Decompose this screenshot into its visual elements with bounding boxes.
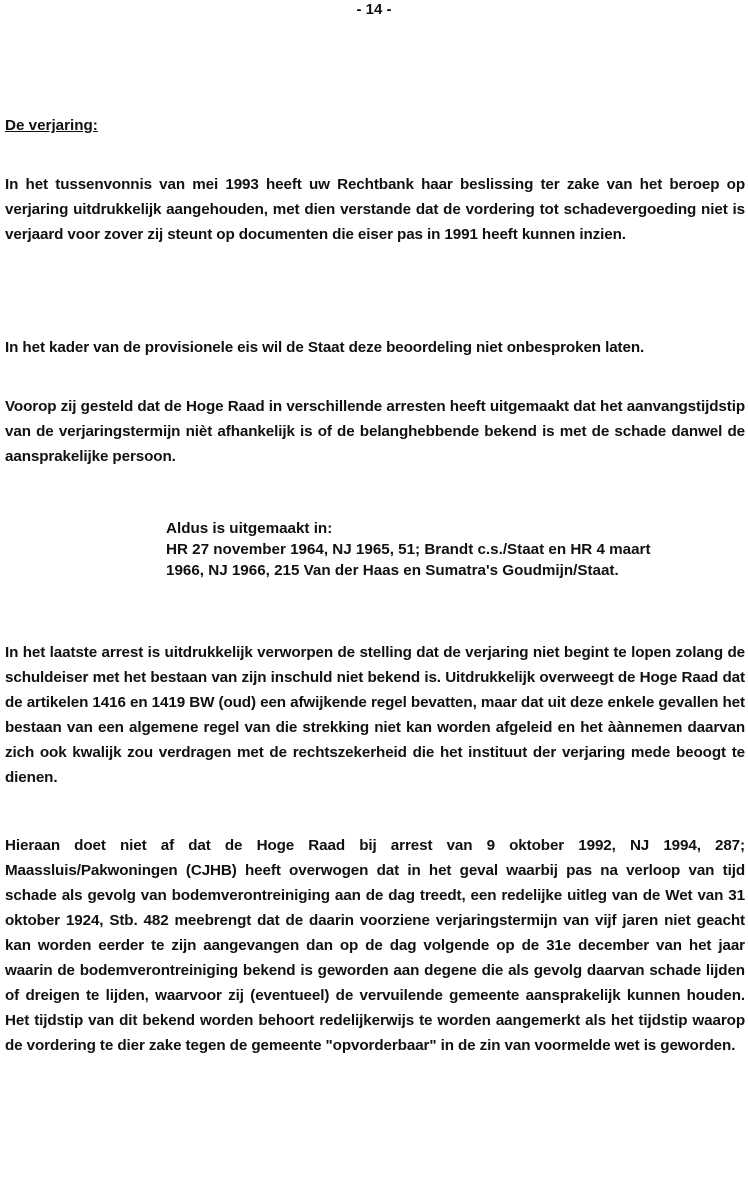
paragraph-last-judgment: In het laatste arrest is uitdrukkelijk verworpen de stelling dat de verjaring niet begint te lopen zolang de schuldeiser met het bestaan van zijn inschuld niet bekend is. Uitdrukkelijk overweegt de Hoge Raad dat de artikelen 1416 en 1419 BW (oud) een afwijkende regel bevatten, maar dat uit deze enkele gevallen het bestaan van een algemene regel van die strekking niet kan worden afgeleid en het àànnemen daarvan zich ook kwalijk zou verdragen met de rechtszekerheid die het instituut der verjaring mede beoogt te dienen. bbox=[5, 644, 745, 786]
citation-line: 1966, NJ 1966, 215 Van der Haas en Sumatra's Goudmijn/Staat. bbox=[166, 562, 619, 579]
section-heading: De verjaring: bbox=[5, 117, 98, 134]
citation-intro: Aldus is uitgemaakt in: bbox=[166, 520, 333, 537]
paragraph-interim-judgment: In het tussenvonnis van mei 1993 heeft uw Rechtbank haar beslissing ter zake van het beroep op verjaring uitdrukkelijk aangehouden, met dien verstande dat de vordering tot schadevergoeding niet is verjaard voor zover zij steunt op documenten die eiser pas in 1991 heeft kunnen inzien. bbox=[5, 176, 745, 243]
page-number: - 14 - bbox=[356, 1, 392, 18]
paragraph-supreme-court-rulings: Voorop zij gesteld dat de Hoge Raad in verschillende arresten heeft uitgemaakt dat het aanvangstijdstip van de verjaringstermijn nièt afhankelijk is of de belanghebbende bekend is met de schade danwel de aansprakelijke persoon. bbox=[5, 398, 745, 465]
citation-line: HR 27 november 1964, NJ 1965, 51; Brandt c.s./Staat en HR 4 maart bbox=[166, 541, 651, 558]
paragraph-maassluis-judgment: Hieraan doet niet af dat de Hoge Raad bij arrest van 9 oktober 1992, NJ 1994, 287; Maassluis/Pakwoningen (CJHB) heeft overwogen dat in het geval waarbij pas na verloop van tijd schade als gevolg van bodemverontreiniging aan de dag treedt, een redelijke uitleg van de Wet van 31 oktober 1924, Stb. 482 meebrengt dat de daarin voorziene verjaringstermijn van vijf jaren niet geacht kan worden eerder te zijn aangevangen dan op de dag volgende op de 31e december van het jaar waarin de bodemverontreiniging bekend is geworden aan degene die als gevolg daarvan schade lijden of dreigen te lijden, waarvoor zij (eventueel) de vervuilende gemeente aansprakelijk kunnen houden. Het tijdstip van dit bekend worden behoort redelijkerwijs te worden aangemerkt als het tijdstip waarop de vordering te dier zake tegen de gemeente "opvorderbaar" in de zin van voormelde wet is geworden. bbox=[5, 837, 745, 1054]
case-citation-block bbox=[166, 518, 746, 581]
paragraph-provisional-claim: In het kader van de provisionele eis wil de Staat deze beoordeling niet onbesproken laten. bbox=[5, 339, 645, 356]
